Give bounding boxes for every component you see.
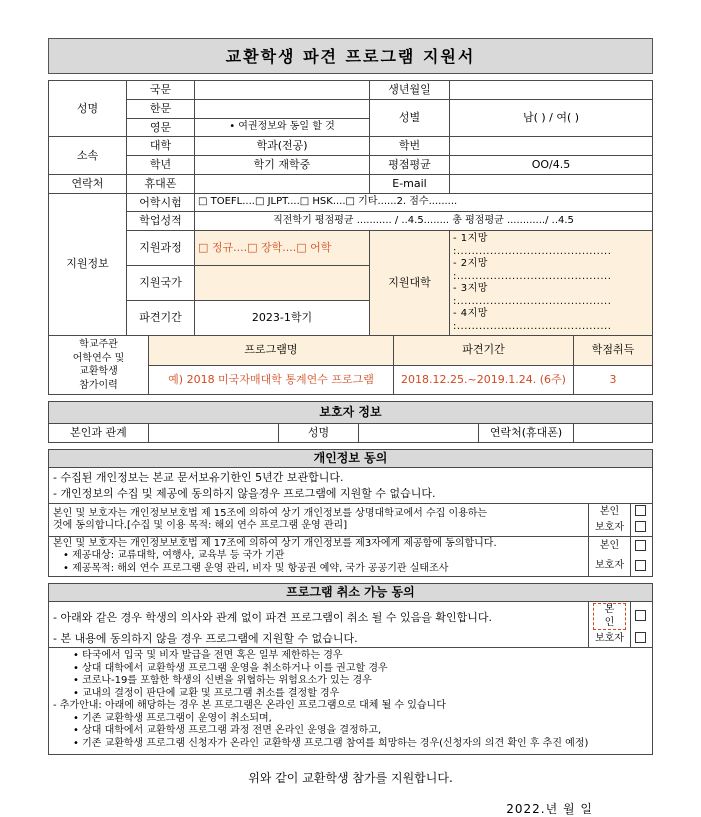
- cancellation-reason-1: • 타국에서 입국 및 비자 발급을 전면 혹은 일부 제한하는 경우: [73, 650, 343, 661]
- checkbox-icon[interactable]: [635, 560, 646, 571]
- cancellation-reason-2: • 상대 대학에서 교환학생 프로그램 운영을 취소하거나 이를 권고할 경우: [73, 662, 388, 674]
- academic-record-label: 학업성적: [127, 212, 195, 231]
- contact-label: 연락처: [49, 174, 127, 193]
- cancellation-party-self: [588, 602, 630, 632]
- cancellation-reason-6: • 기존 교환학생 프로그램이 운영이 취소되며,: [73, 712, 272, 724]
- privacy-item-2-party-self: 본인: [589, 536, 631, 556]
- history-header-period: 파견기간: [394, 336, 574, 366]
- privacy-item-1-text: [49, 504, 589, 537]
- birthdate-label: 생년월일: [370, 81, 450, 100]
- privacy-item-2-checkbox-guardian[interactable]: [631, 557, 653, 577]
- choice-3[interactable]: - 3지망 :..........................................: [453, 283, 612, 307]
- privacy-item-2-line-1: 본인 및 보호자는 개인정보보호법 제 17조에 의하여 상기 개인정보를 제3자에게 제공함에 동의합니다.: [53, 537, 497, 549]
- privacy-item-1-line-2: 것에 동의합니다.[수집 및 이용 목적: 해외 연수 프로그램 운영 관리]: [53, 520, 348, 531]
- name-korean-value[interactable]: [195, 81, 370, 100]
- privacy-item-1-checkbox-self[interactable]: [631, 504, 653, 520]
- guardian-section-title: 보호자 정보: [49, 402, 653, 424]
- department-label[interactable]: 학과(전공): [195, 137, 370, 156]
- privacy-item-2-checkbox-self[interactable]: [631, 536, 653, 556]
- cancellation-note-2: - 본 내용에 동의하지 않을 경우 프로그램에 지원할 수 없습니다.: [49, 631, 589, 647]
- cancellation-note-1: - 아래와 같은 경우 학생의 의사와 관계 없이 파견 프로그램이 취소 될 수 있음을 확인합니다.: [49, 602, 589, 632]
- guardian-relation-value[interactable]: [149, 424, 279, 443]
- history-label-line-2: 어학연수 및: [72, 352, 125, 364]
- privacy-note-2: - 개인정보의 수집 및 제공에 동의하지 않을경우 프로그램에 지원할 수 없습니다.: [49, 486, 653, 504]
- guardian-name-label: 성명: [279, 424, 359, 443]
- academic-record-value[interactable]: 직전학기 평점평균 ........... / ..4.5........ 총 평점평균 ............/ ..4.5: [195, 212, 653, 231]
- history-label-line-3: 교환학생: [79, 366, 118, 377]
- email-label: E-mail: [370, 174, 450, 193]
- guardian-contact-value[interactable]: [574, 424, 653, 443]
- gender-value[interactable]: 남( ) / 여( ): [450, 99, 653, 137]
- checkbox-icon[interactable]: [635, 610, 646, 621]
- history-row-label: [49, 336, 149, 395]
- birthdate-value[interactable]: [450, 81, 653, 100]
- choice-4[interactable]: - 4지망 :..........................................: [453, 308, 612, 332]
- cancellation-party-guardian: 보호자: [588, 631, 630, 647]
- checkbox-icon[interactable]: [635, 521, 646, 532]
- name-hanja-value[interactable]: [195, 99, 370, 118]
- language-test-label: 어학시험: [127, 193, 195, 212]
- guardian-name-value[interactable]: [359, 424, 479, 443]
- choice-1[interactable]: - 1지망 :..........................................: [453, 233, 612, 257]
- cancellation-checkbox-self[interactable]: [630, 602, 652, 632]
- country-label: 지원국가: [127, 266, 195, 301]
- mobile-label: 휴대폰: [127, 174, 195, 193]
- privacy-item-2-line-3: • 제공목적: 해외 연수 프로그램 운영 관리, 비자 및 항공권 예약, 국가 공공기관 실태조사: [63, 562, 449, 574]
- privacy-section-title: 개인정보 동의: [49, 449, 653, 467]
- page-title: 교환학생 파견 프로그램 지원서: [48, 38, 653, 74]
- cancellation-reason-4: • 교내의 결정이 판단에 교환 및 프로그램 취소를 결정할 경우: [73, 687, 340, 699]
- footer-statement: 위와 같이 교환학생 참가를 지원합니다.: [248, 771, 453, 785]
- semester-status-value[interactable]: 학기 재학중: [195, 156, 370, 175]
- mobile-value[interactable]: [195, 174, 370, 193]
- cancellation-reason-7: • 상대 대학에서 교환학생 프로그램 과정 전면 온라인 운영을 결정하고,: [73, 725, 382, 736]
- privacy-item-1-party-guardian: 보호자: [589, 520, 631, 536]
- course-type-value[interactable]: □ 정규....□ 장학....□ 어학: [195, 231, 370, 266]
- preferred-university-label: 지원대학: [370, 231, 450, 336]
- history-program-value[interactable]: 예) 2018 미국자매대학 통계연수 프로그램: [149, 365, 394, 395]
- program-history-table: [48, 335, 653, 395]
- guardian-relation-label: 본인과 관계: [49, 424, 149, 443]
- name-hanja-label: 한문: [127, 99, 195, 118]
- privacy-item-1-checkbox-guardian[interactable]: [631, 520, 653, 536]
- history-header-program: 프로그램명: [149, 336, 394, 366]
- checkbox-icon[interactable]: [635, 632, 646, 643]
- checkbox-icon[interactable]: [635, 540, 646, 551]
- course-type-label: 지원과정: [127, 231, 195, 266]
- country-value[interactable]: [195, 266, 370, 301]
- affiliation-label: 소속: [49, 137, 127, 175]
- application-info-table: [48, 193, 653, 337]
- history-credit-value[interactable]: 3: [574, 365, 653, 395]
- cancellation-reason-3: • 코로나-19를 포함한 학생의 신변을 위협하는 위험요소가 있는 경우: [73, 675, 372, 686]
- cancellation-reason-8: • 기존 교환학생 프로그램 신청자가 온라인 교환학생 프로그램 참여를 희망하는 경우(신청자의 의견 확인 후 추진 예정): [73, 737, 589, 749]
- choice-2[interactable]: - 2지망 :..........................................: [453, 258, 612, 282]
- privacy-item-2-text: [49, 536, 589, 577]
- privacy-item-1-line-1: 본인 및 보호자는 개인정보보호법 제 15조에 의하여 상기 개인정보를 상명대학교에서 수집 이용하는: [53, 507, 488, 519]
- privacy-note-1: - 수집된 개인정보는 본교 문서보유기한인 5년간 보관합니다.: [49, 467, 653, 485]
- name-korean-label: 국문: [127, 81, 195, 100]
- name-english-label: 영문: [127, 118, 195, 137]
- name-english-note: • 여권정보와 동일 할 것: [195, 118, 370, 137]
- applicant-info-table: [48, 80, 653, 194]
- grade-year-label: 학년: [127, 156, 195, 175]
- name-label: 성명: [49, 81, 127, 137]
- guardian-contact-label: 연락처(휴대폰): [479, 424, 574, 443]
- gender-label: 성별: [370, 99, 450, 137]
- email-value[interactable]: [450, 174, 653, 193]
- cancellation-party-self-label: 본인: [593, 603, 626, 630]
- college-label: 대학: [127, 137, 195, 156]
- guardian-info-table: [48, 401, 653, 443]
- footer-date[interactable]: 2022.년 월 일: [506, 802, 593, 816]
- application-info-label: 지원정보: [49, 193, 127, 336]
- checkbox-icon[interactable]: [635, 505, 646, 516]
- gpa-value[interactable]: OO/4.5: [450, 156, 653, 175]
- privacy-item-1-party-self: 본인: [589, 504, 631, 520]
- history-period-value[interactable]: 2018.12.25.~2019.1.24. (6주): [394, 365, 574, 395]
- history-header-credit: 학점취득: [574, 336, 653, 366]
- cancellation-reason-list: [49, 648, 653, 755]
- privacy-consent-table: [48, 449, 653, 578]
- history-label-line-4: 참가이력: [79, 379, 118, 391]
- cancellation-additional-notice: - 추가안내: 아래에 해당하는 경우 본 프로그램은 온라인 프로그램으로 대체 될 수 있습니다: [53, 700, 446, 711]
- gpa-label: 평점평균: [370, 156, 450, 175]
- privacy-item-2-party-guardian: 보호자: [589, 557, 631, 577]
- dispatch-period-label: 파견기간: [127, 301, 195, 336]
- cancellation-consent-table: [48, 583, 653, 755]
- preferred-university-choices[interactable]: [450, 231, 653, 336]
- student-number-value[interactable]: [450, 137, 653, 156]
- history-label-line-1: 학교주관: [79, 339, 118, 350]
- cancellation-section-title: 프로그램 취소 가능 동의: [49, 584, 653, 602]
- dispatch-period-value[interactable]: 2023-1학기: [195, 301, 370, 336]
- language-test-value[interactable]: □ TOEFL....□ JLPT....□ HSK....□ 기타......2. 점수.........: [195, 193, 653, 212]
- privacy-item-2-line-2: • 제공대상: 교류대학, 여행사, 교육부 등 국가 기관: [63, 550, 285, 562]
- student-number-label: 학번: [370, 137, 450, 156]
- cancellation-checkbox-guardian[interactable]: [630, 631, 652, 647]
